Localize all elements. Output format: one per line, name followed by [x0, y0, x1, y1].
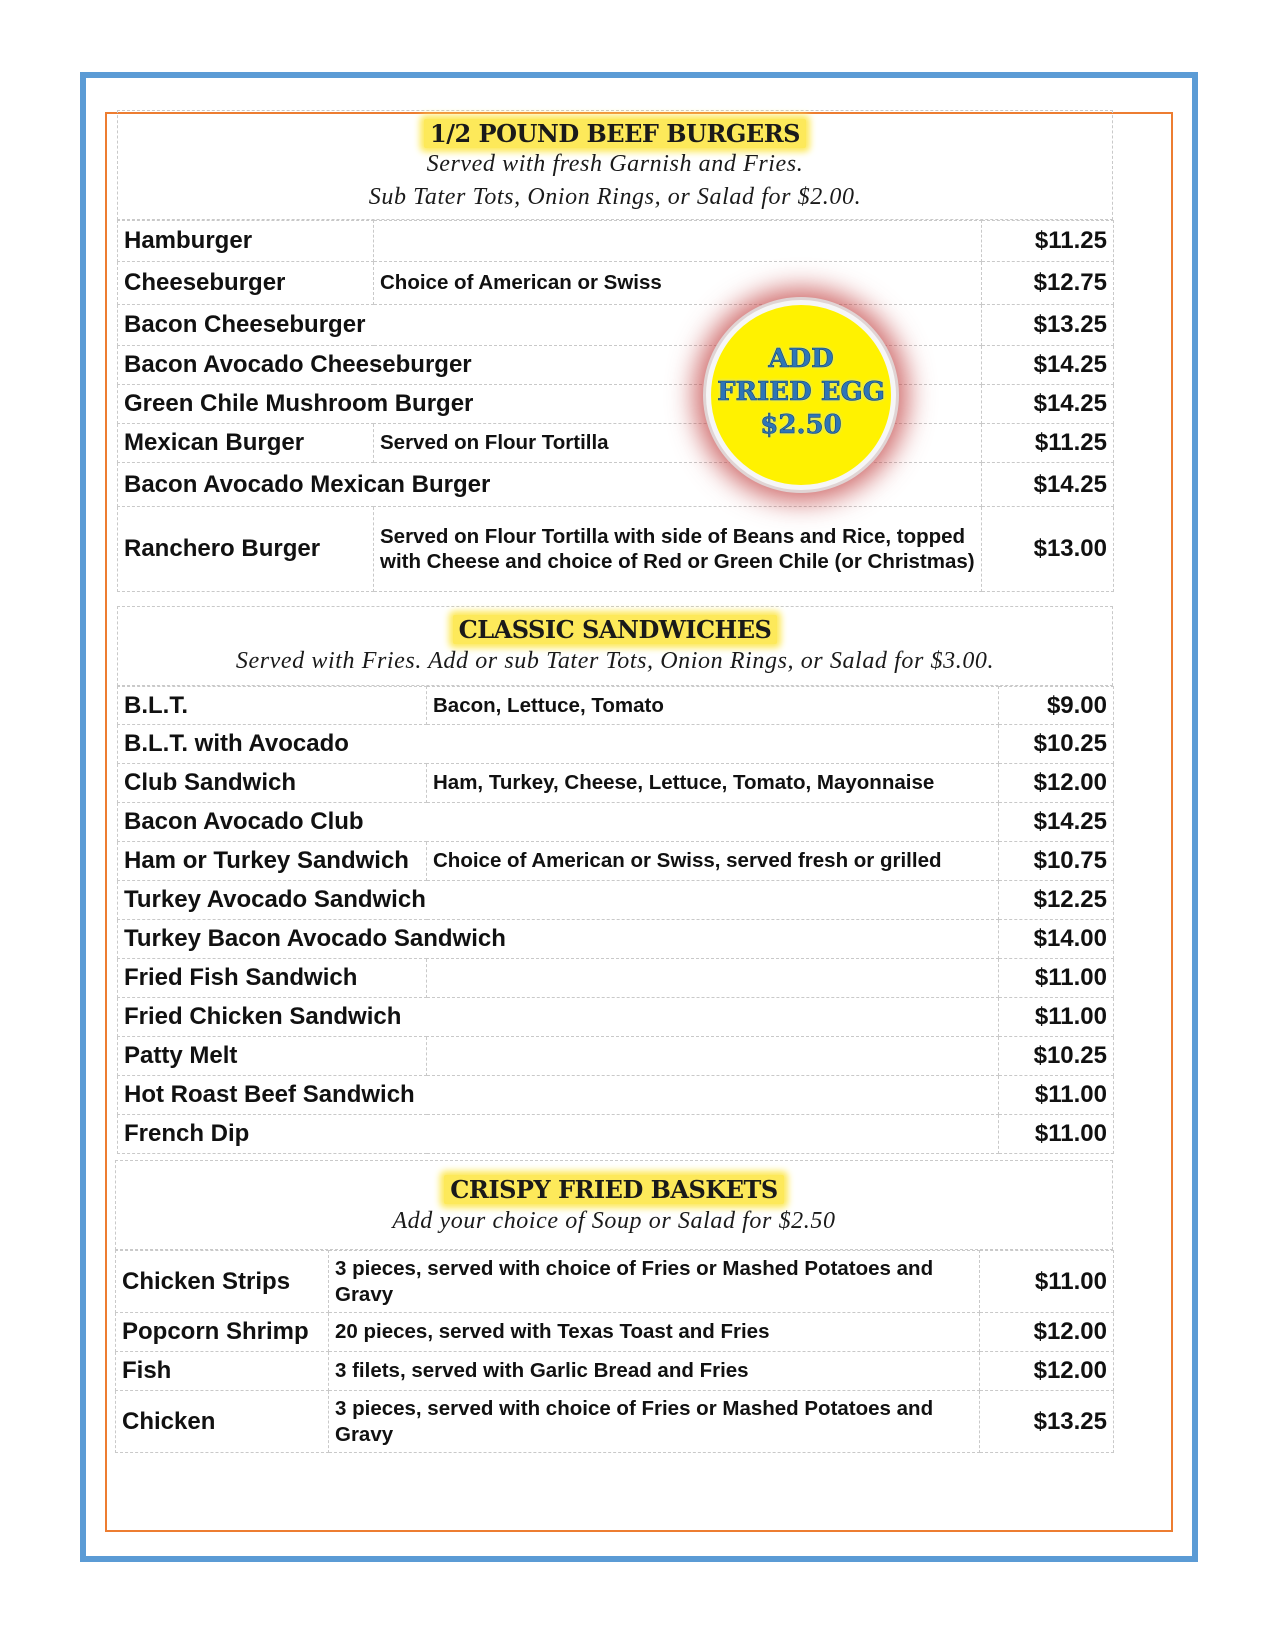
- item-name: Turkey Avocado Sandwich: [118, 881, 999, 920]
- item-name: Ham or Turkey Sandwich: [118, 842, 427, 881]
- table-row: [118, 1115, 1114, 1154]
- item-desc: Choice of American or Swiss, served fresh or grilled: [427, 842, 999, 881]
- table-row: [118, 920, 1114, 959]
- burgers-title: 1/2 POUND BEEF BURGERS: [424, 119, 806, 148]
- burgers-table: [117, 220, 1114, 592]
- item-name: Green Chile Mushroom Burger: [118, 385, 982, 424]
- sandwiches-table: [117, 686, 1114, 1154]
- table-row: [116, 1313, 1114, 1352]
- item-name: Fried Fish Sandwich: [118, 959, 427, 998]
- item-name: French Dip: [118, 1115, 999, 1154]
- item-name: Popcorn Shrimp: [116, 1313, 329, 1352]
- item-name: Mexican Burger: [118, 424, 374, 463]
- item-price: $13.00: [982, 507, 1114, 592]
- item-desc: Choice of American or Swiss: [374, 262, 982, 305]
- item-name: Ranchero Burger: [118, 507, 374, 592]
- item-price: $10.25: [999, 1037, 1114, 1076]
- baskets-header: [115, 1160, 1113, 1250]
- table-row: [118, 764, 1114, 803]
- item-price: $14.25: [982, 463, 1114, 507]
- burgers-section: [117, 110, 1113, 592]
- badge-line-3: $2.50: [760, 410, 842, 440]
- table-row: [118, 687, 1114, 725]
- item-desc: 3 filets, served with Garlic Bread and Fries: [329, 1352, 980, 1391]
- item-desc: Served on Flour Tortilla with side of Beans and Rice, topped with Cheese and choice of Red or Green Chile (or Christmas): [374, 507, 982, 592]
- burgers-subtitle-2: Sub Tater Tots, Onion Rings, or Salad for $2.00.: [368, 184, 862, 210]
- item-desc: 3 pieces, served with choice of Fries or Mashed Potatoes and Gravy: [329, 1251, 980, 1313]
- fried-egg-badge: [706, 300, 896, 490]
- table-row: [116, 1352, 1114, 1391]
- table-row: [118, 221, 1114, 262]
- item-name: Hot Roast Beef Sandwich: [118, 1076, 999, 1115]
- item-price: $13.25: [980, 1391, 1114, 1453]
- item-desc: 3 pieces, served with choice of Fries or Mashed Potatoes and Gravy: [329, 1391, 980, 1453]
- table-row: [118, 262, 1114, 305]
- sandwiches-header: [117, 606, 1113, 686]
- item-price: $13.25: [982, 305, 1114, 346]
- baskets-subtitle: Add your choice of Soup or Salad for $2.50: [392, 1208, 836, 1234]
- item-price: $12.00: [999, 764, 1114, 803]
- item-name: Chicken Strips: [116, 1251, 329, 1313]
- item-name: Fried Chicken Sandwich: [118, 998, 999, 1037]
- table-row: [116, 1391, 1114, 1453]
- item-desc: Ham, Turkey, Cheese, Lettuce, Tomato, Mayonnaise: [427, 764, 999, 803]
- item-price: $12.00: [980, 1313, 1114, 1352]
- badge-line-1: ADD: [768, 344, 834, 374]
- table-row: [118, 1076, 1114, 1115]
- item-name: Bacon Cheeseburger: [118, 305, 982, 346]
- item-price: $11.25: [982, 424, 1114, 463]
- burgers-header: [117, 110, 1113, 220]
- table-row: [118, 463, 1114, 507]
- baskets-section: [115, 1160, 1113, 1453]
- table-row: [118, 305, 1114, 346]
- item-price: $10.75: [999, 842, 1114, 881]
- baskets-title: CRISPY FRIED BASKETS: [444, 1175, 783, 1204]
- item-price: $14.00: [999, 920, 1114, 959]
- item-price: $11.00: [980, 1251, 1114, 1313]
- item-price: $14.25: [999, 803, 1114, 842]
- item-name: Club Sandwich: [118, 764, 427, 803]
- item-name: B.L.T.: [118, 687, 427, 725]
- item-name: Chicken: [116, 1391, 329, 1453]
- table-row: [118, 881, 1114, 920]
- item-price: $10.25: [999, 725, 1114, 764]
- sandwiches-title: CLASSIC SANDWICHES: [453, 615, 778, 644]
- item-name: Fish: [116, 1352, 329, 1391]
- table-row: [118, 998, 1114, 1037]
- table-row: [118, 959, 1114, 998]
- table-row: [118, 725, 1114, 764]
- table-row: [118, 842, 1114, 881]
- item-price: $11.00: [999, 1076, 1114, 1115]
- item-price: $11.00: [999, 959, 1114, 998]
- item-price: $12.00: [980, 1352, 1114, 1391]
- item-price: $11.25: [982, 221, 1114, 262]
- item-desc: 20 pieces, served with Texas Toast and Fries: [329, 1313, 980, 1352]
- table-row: [118, 507, 1114, 592]
- item-price: $12.75: [982, 262, 1114, 305]
- item-desc: Bacon, Lettuce, Tomato: [427, 687, 999, 725]
- table-row: [118, 346, 1114, 385]
- item-name: Turkey Bacon Avocado Sandwich: [118, 920, 999, 959]
- item-price: $12.25: [999, 881, 1114, 920]
- table-row: [118, 1037, 1114, 1076]
- item-name: Bacon Avocado Cheeseburger: [118, 346, 982, 385]
- table-row: [116, 1251, 1114, 1313]
- table-row: [118, 803, 1114, 842]
- item-desc: Served on Flour Tortilla: [374, 424, 982, 463]
- item-name: B.L.T. with Avocado: [118, 725, 999, 764]
- item-name: Cheeseburger: [118, 262, 374, 305]
- item-price: $9.00: [999, 687, 1114, 725]
- item-price: $14.25: [982, 385, 1114, 424]
- item-price: $11.00: [999, 998, 1114, 1037]
- item-name: Patty Melt: [118, 1037, 427, 1076]
- badge-line-2: FRIED EGG: [717, 377, 885, 407]
- item-desc: [427, 959, 999, 998]
- item-price: $14.25: [982, 346, 1114, 385]
- burgers-subtitle-1: Served with fresh Garnish and Fries.: [426, 151, 804, 177]
- table-row: [118, 385, 1114, 424]
- item-price: $11.00: [999, 1115, 1114, 1154]
- sandwiches-section: [117, 606, 1113, 1154]
- baskets-table: [115, 1250, 1114, 1453]
- sandwiches-subtitle: Served with Fries. Add or sub Tater Tots, Onion Rings, or Salad for $3.00.: [235, 648, 995, 674]
- item-name: Hamburger: [118, 221, 374, 262]
- item-name: Bacon Avocado Club: [118, 803, 999, 842]
- item-desc: [427, 1037, 999, 1076]
- item-desc: [374, 221, 982, 262]
- table-row: [118, 424, 1114, 463]
- item-name: Bacon Avocado Mexican Burger: [118, 463, 982, 507]
